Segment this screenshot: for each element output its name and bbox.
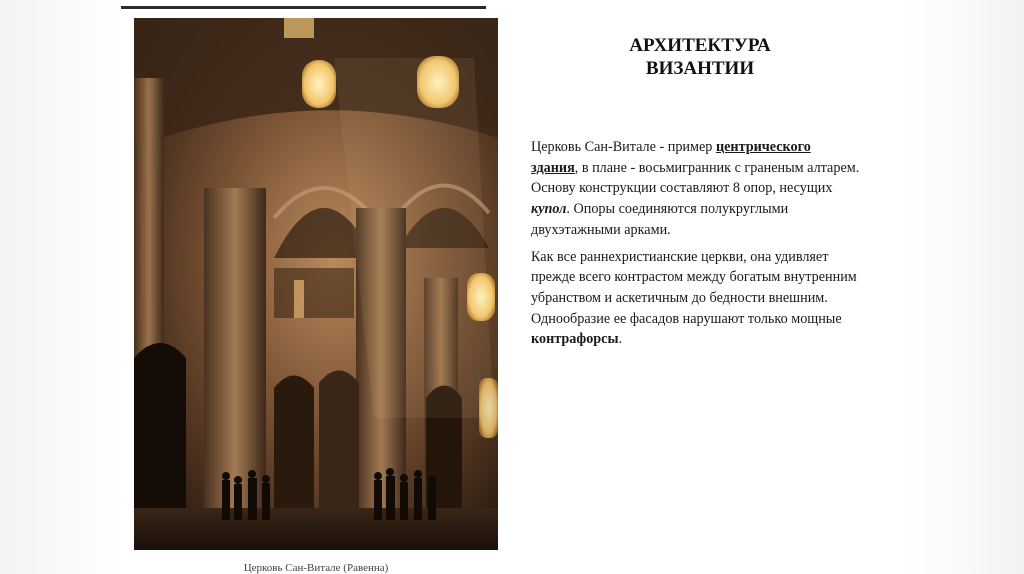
term-buttresses: контрафорсы <box>531 331 619 348</box>
text-run: . Опоры соединяются полукруглыми двухэтажными арками. <box>531 201 789 238</box>
paragraph-2 <box>531 247 861 351</box>
slide-title <box>600 34 800 80</box>
church-interior-photo <box>134 18 498 550</box>
term-central-building: центрического здания <box>531 139 811 176</box>
left-margin-shade <box>0 0 120 574</box>
text-run: Как все раннехристианские церкви, она удивляет прежде всего контрастом между богатым внутренним убранством и аскетичным до бедности внешним. Однообразие ее фасадов нарушают только мощные <box>531 248 857 327</box>
paragraph-1 <box>531 137 861 241</box>
right-margin-shade <box>904 0 1024 574</box>
term-dome: купол <box>531 201 567 218</box>
text-run: Церковь Сан-Витале - пример <box>531 139 716 155</box>
slide-title-line-2: ВИЗАНТИИ <box>645 58 755 79</box>
slide-title-line-1: АРХИТЕКТУРА <box>629 35 771 56</box>
slide-body-text <box>531 137 861 350</box>
text-run: . <box>618 331 623 348</box>
top-rule <box>121 6 486 9</box>
photo-caption: Церковь Сан-Витале (Равенна) <box>243 562 389 574</box>
text-run: , в плане - восьмигранник с граненым алтарем. Основу конструкции составляют 8 опор, несущих <box>531 159 860 197</box>
